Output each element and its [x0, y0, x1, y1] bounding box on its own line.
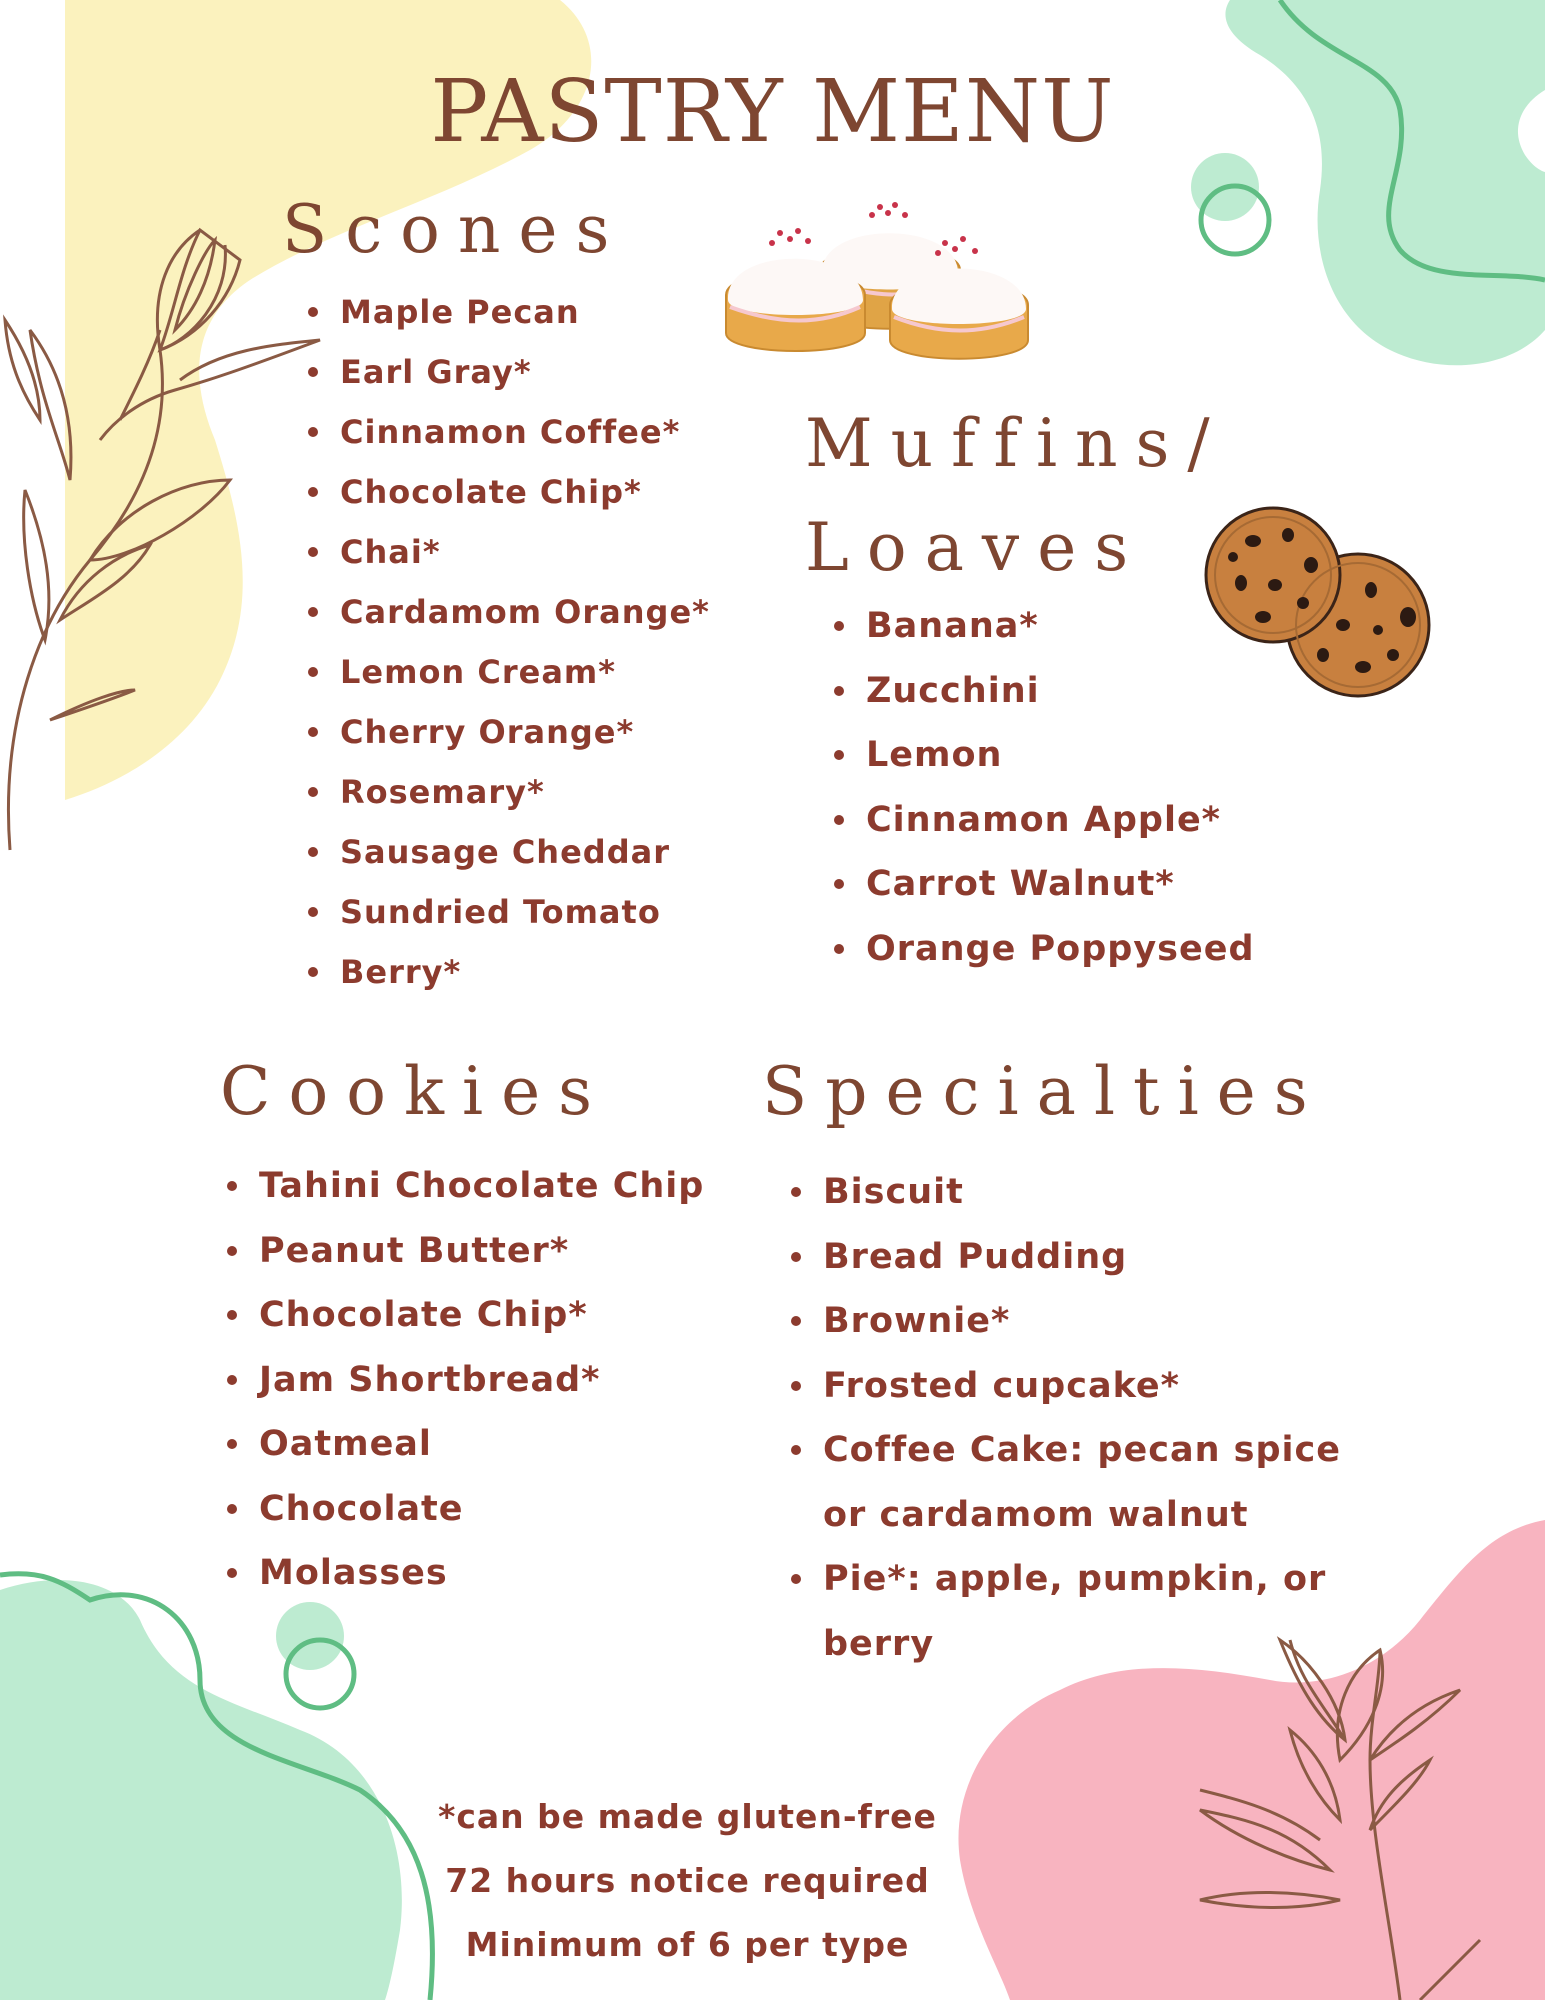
list-item: Zucchini	[832, 665, 1255, 730]
list-item: Orange Poppyseed	[832, 923, 1255, 988]
list-item: Cinnamon Coffee*	[306, 408, 710, 468]
list-item: Earl Gray*	[306, 348, 710, 408]
muffins-list	[832, 600, 1255, 987]
page-title: PASTRY MENU	[430, 62, 1115, 162]
list-item: Cherry Orange*	[306, 708, 710, 768]
scones-list	[306, 288, 710, 1008]
muffins-heading-line1: Muffins/	[805, 405, 1228, 482]
list-item: Sausage Cheddar	[306, 828, 710, 888]
footnote-notice: 72 hours notice required	[445, 1861, 930, 1900]
list-item: Sundried Tomato	[306, 888, 710, 948]
list-item: Bread Pudding	[789, 1225, 1383, 1290]
cookies-heading: Cookies	[220, 1053, 610, 1130]
list-item: Banana*	[832, 600, 1255, 665]
list-item: Cardamom Orange*	[306, 588, 710, 648]
list-item: Lemon	[832, 729, 1255, 794]
frosted-buns-icon	[720, 195, 1030, 360]
scones-heading: Scones	[282, 191, 628, 268]
list-item: Chocolate Chip*	[225, 1289, 704, 1354]
muffins-heading-line2: Loaves	[805, 509, 1147, 586]
list-item: Brownie*	[789, 1289, 1383, 1354]
footnotes	[0, 1785, 1375, 1977]
list-item: Maple Pecan	[306, 288, 710, 348]
cookies-list	[225, 1160, 704, 1612]
list-item: Rosemary*	[306, 768, 710, 828]
footnote-gluten-free: *can be made gluten-free	[438, 1797, 937, 1836]
list-item: Molasses	[225, 1547, 704, 1612]
list-item: Cinnamon Apple*	[832, 794, 1255, 859]
specialties-heading: Specialties	[762, 1053, 1326, 1130]
specialties-list	[789, 1160, 1383, 1676]
list-item: Carrot Walnut*	[832, 858, 1255, 923]
green-blob-top-right	[1225, 0, 1545, 365]
list-item: Pie*: apple, pumpkin, or berry	[789, 1547, 1383, 1676]
footnote-minimum: Minimum of 6 per type	[465, 1925, 910, 1964]
list-item: Oatmeal	[225, 1418, 704, 1483]
list-item: Coffee Cake: pecan spice or cardamom walnut	[789, 1418, 1383, 1547]
list-item: Tahini Chocolate Chip	[225, 1160, 704, 1225]
list-item: Chocolate	[225, 1483, 704, 1548]
list-item: Chocolate Chip*	[306, 468, 710, 528]
list-item: Lemon Cream*	[306, 648, 710, 708]
list-item: Biscuit	[789, 1160, 1383, 1225]
list-item: Jam Shortbread*	[225, 1354, 704, 1419]
list-item: Frosted cupcake*	[789, 1354, 1383, 1419]
list-item: Chai*	[306, 528, 710, 588]
list-item: Berry*	[306, 948, 710, 1008]
list-item: Peanut Butter*	[225, 1225, 704, 1290]
green-dot-bottom	[276, 1602, 344, 1670]
